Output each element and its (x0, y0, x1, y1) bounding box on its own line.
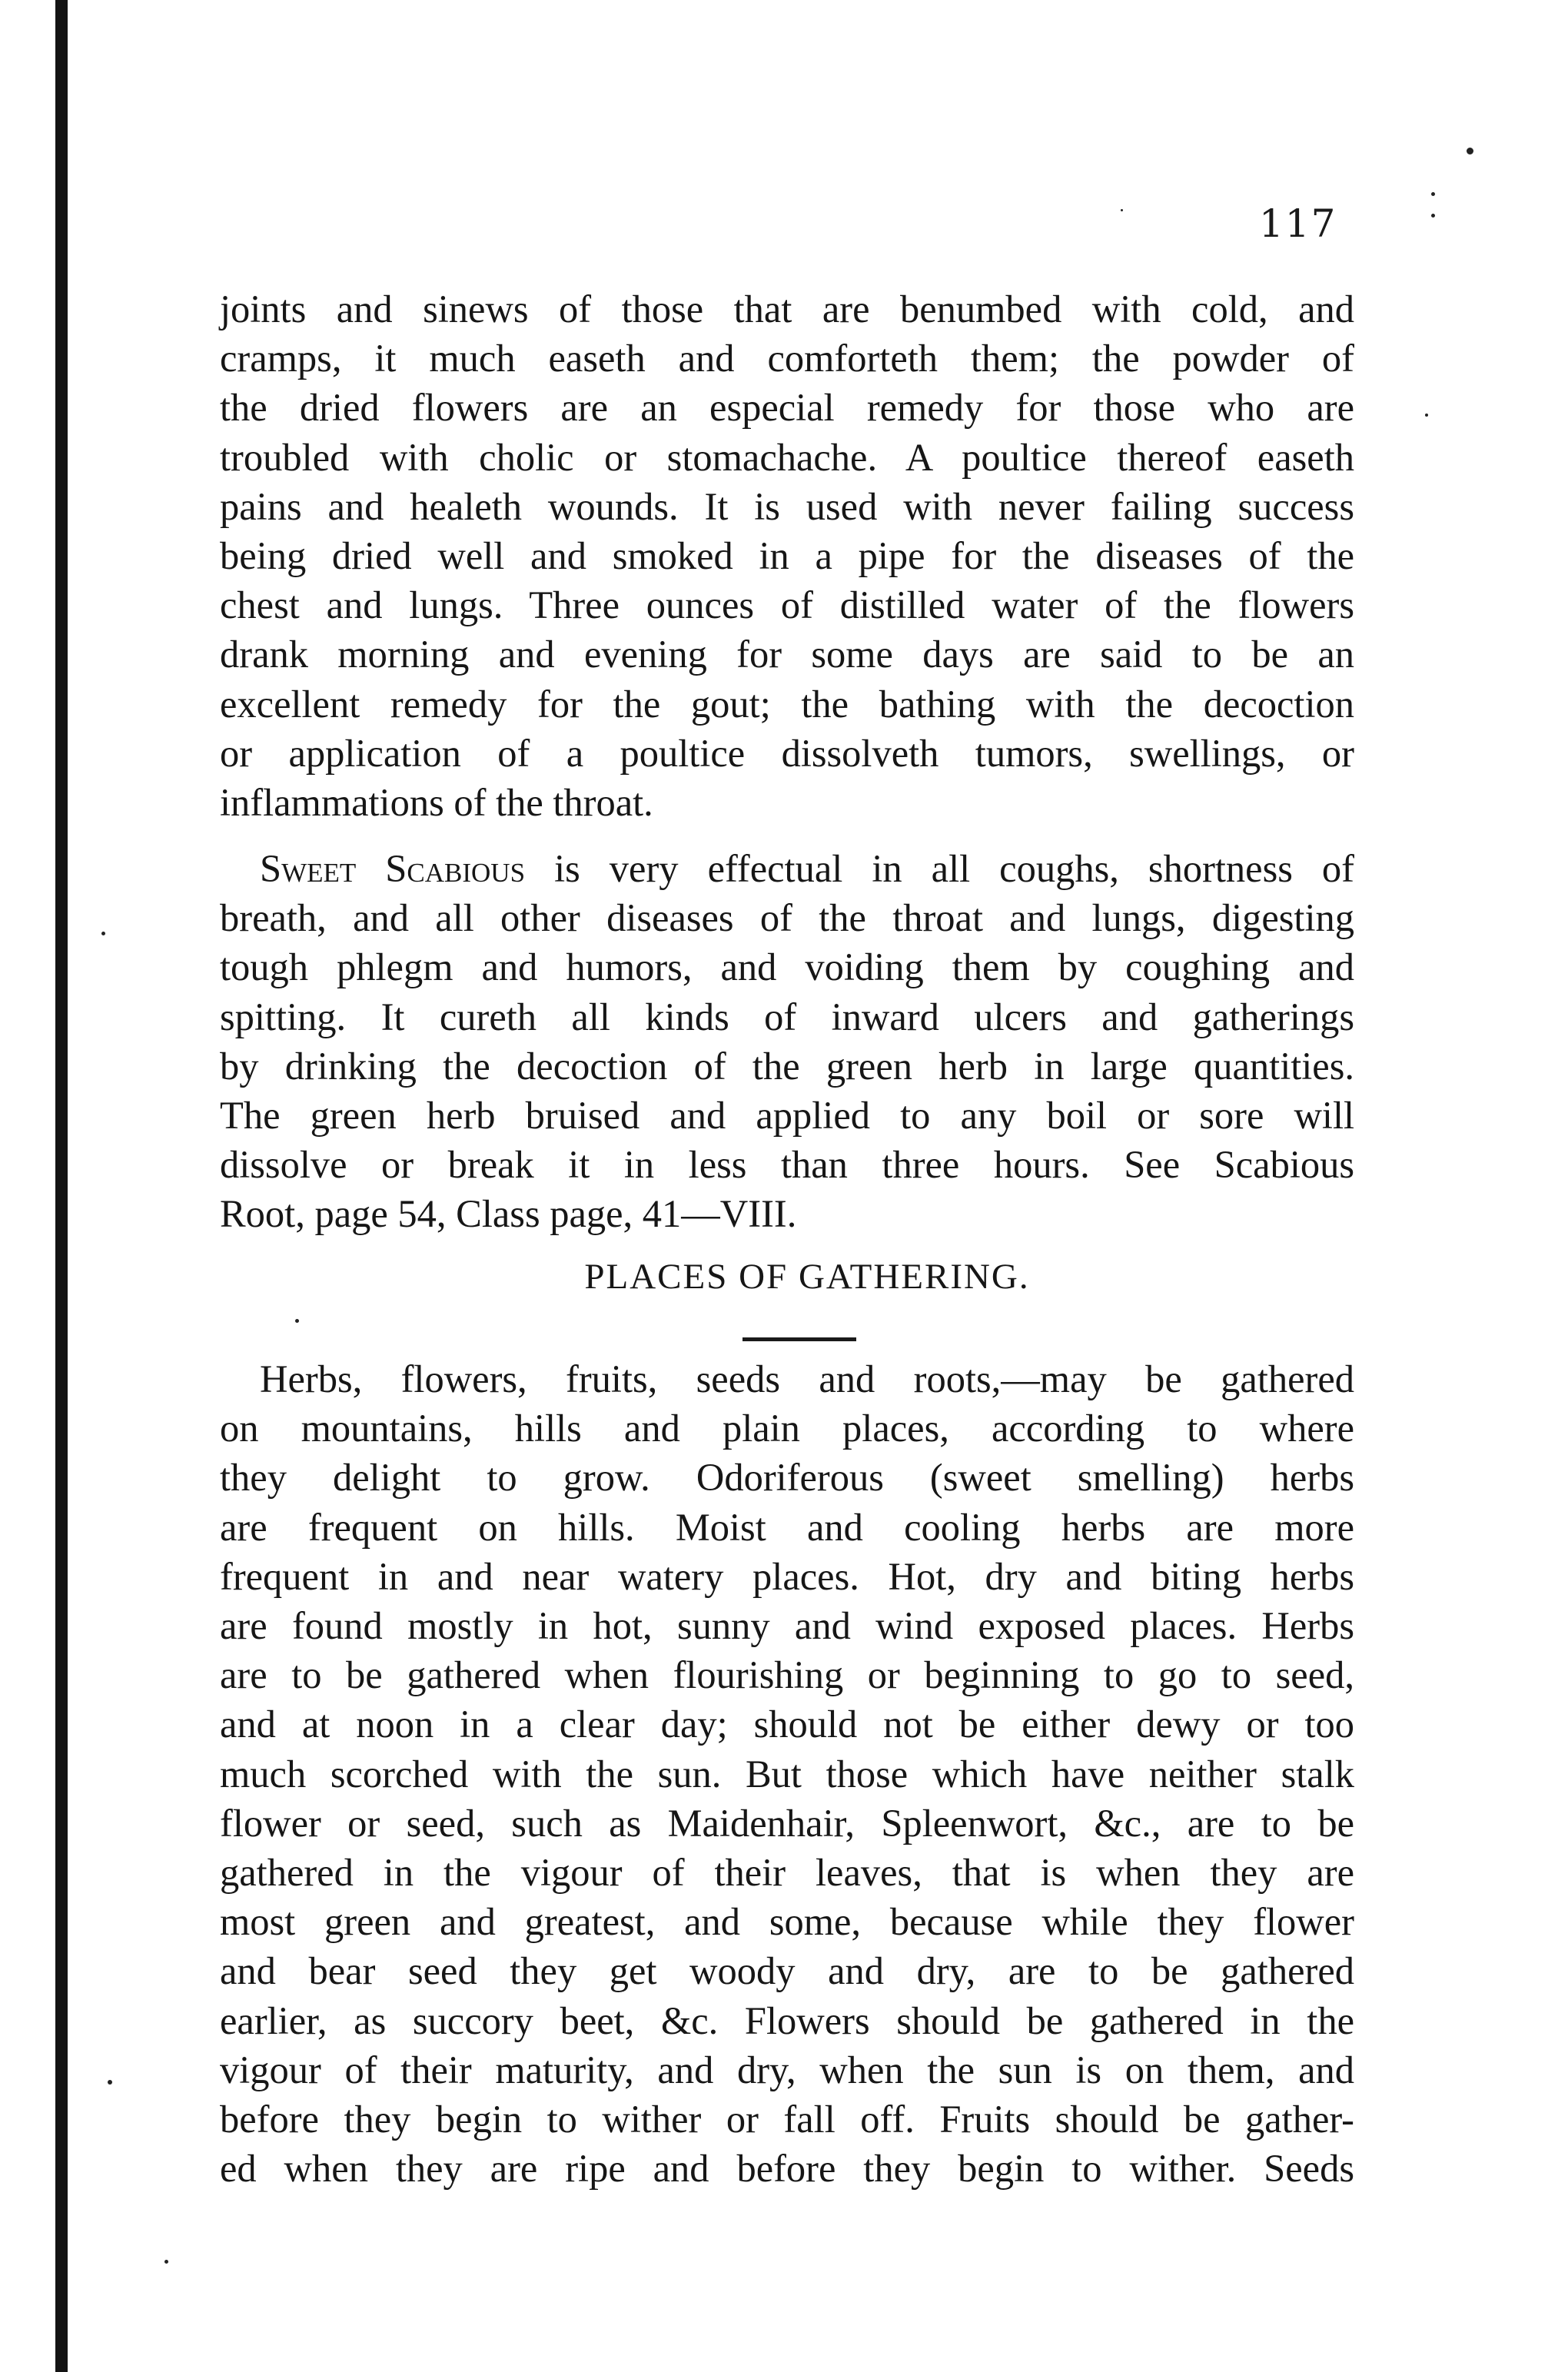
text-line: most green and greatest, and some, because while they flower (220, 1900, 1354, 1944)
text-line: cramps, it much easeth and comforteth them; the powder of (220, 337, 1354, 380)
text-line: are frequent on hills. Moist and cooling herbs are more (220, 1505, 1354, 1549)
text-line: joints and sinews of those that are benumbed with cold, and (220, 287, 1354, 331)
page-number: 117 (1259, 201, 1337, 246)
paragraph-remedies (220, 284, 1354, 827)
print-speck (164, 2260, 168, 2264)
text-line: Herbs, flowers, fruits, seeds and roots,—may be gathered (260, 1357, 1354, 1400)
text-line: on mountains, hills and plain places, according to where (220, 1407, 1354, 1450)
paragraph-places-of-gathering (220, 1354, 1354, 2193)
text-line: and at noon in a clear day; should not be either dewy or too (220, 1703, 1354, 1746)
text-line: pains and healeth wounds. It is used with never failing success (220, 484, 1354, 528)
text-line: The green herb bruised and applied to any boil or sore will (220, 1094, 1354, 1138)
heading-rule (742, 1337, 856, 1341)
text-line: they delight to grow. Odoriferous (sweet smelling) herbs (220, 1456, 1354, 1500)
text-line: chest and lungs. Three ounces of distilled water of the flowers (220, 583, 1354, 627)
text-line: breath, and all other diseases of the throat and lungs, digesting (220, 896, 1354, 940)
text-line: much scorched with the sun. But those which have neither stalk (220, 1752, 1354, 1796)
print-speck (295, 1319, 299, 1323)
text-line: before they begin to wither or fall off. Fruits should be gather- (220, 2098, 1354, 2141)
section-heading (0, 1256, 1568, 1297)
text-line: excellent remedy for the gout; the bathing with the decoction (220, 682, 1354, 726)
text-line: the dried flowers are an especial remedy for those who are (220, 386, 1354, 430)
print-speck (1121, 209, 1123, 211)
text-line: drank morning and evening for some days are said to be an (220, 633, 1354, 676)
text-line: being dried well and smoked in a pipe for the diseases of the (220, 534, 1354, 578)
text-line: dissolve or break it in less than three hours. See Scabious (220, 1143, 1354, 1187)
text-line: earlier, as succory beet, &c. Flowers should be gathered in the (220, 1998, 1354, 2042)
text-line: or application of a poultice dissolveth tumors, swellings, or (220, 731, 1354, 775)
text-line: are to be gathered when flourishing or beginning to go to seed, (220, 1653, 1354, 1697)
text-line: inflammations of the throat. (220, 781, 653, 825)
section-heading-text: PLACES OF GATHERING. (584, 1257, 1030, 1297)
text-line: and bear seed they get woody and dry, are to be gathered (220, 1949, 1354, 1993)
text-line (220, 844, 1354, 893)
text-line: frequent in and near watery places. Hot, dry and biting herbs (220, 1554, 1354, 1598)
text-line: gathered in the vigour of their leaves, that is when they are (220, 1851, 1354, 1895)
text-fragment: is very effectual in all coughs, shortness of (525, 847, 1354, 890)
binding-edge-shadow (55, 0, 68, 2372)
paragraph-sweet-scabious (220, 844, 1354, 1239)
print-speck (108, 2080, 112, 2085)
print-speck (101, 932, 105, 935)
text-line: spitting. It cureth all kinds of inward ulcers and gatherings (220, 995, 1354, 1038)
text-line: are found mostly in hot, sunny and wind exposed places. Herbs (220, 1604, 1354, 1648)
print-speck (1431, 192, 1435, 196)
entry-name: Sweet Scabious (260, 847, 526, 890)
text-line: troubled with cholic or stomachache. A poultice thereof easeth (220, 435, 1354, 479)
text-line: flower or seed, such as Maidenhair, Spleenwort, &c., are to be (220, 1801, 1354, 1845)
text-line: Root, page 54, Class page, 41—VIII. (220, 1192, 797, 1236)
print-speck (1425, 414, 1428, 417)
print-speck (1467, 148, 1473, 154)
text-line: by drinking the decoction of the green herb in large quantities. (220, 1044, 1354, 1088)
text-line: vigour of their maturity, and dry, when the sun is on them, and (220, 2048, 1354, 2091)
text-line: ed when they are ripe and before they begin to wither. Seeds (220, 2147, 1354, 2191)
text-line: tough phlegm and humors, and voiding them by coughing and (220, 945, 1354, 989)
print-speck (1431, 214, 1435, 218)
